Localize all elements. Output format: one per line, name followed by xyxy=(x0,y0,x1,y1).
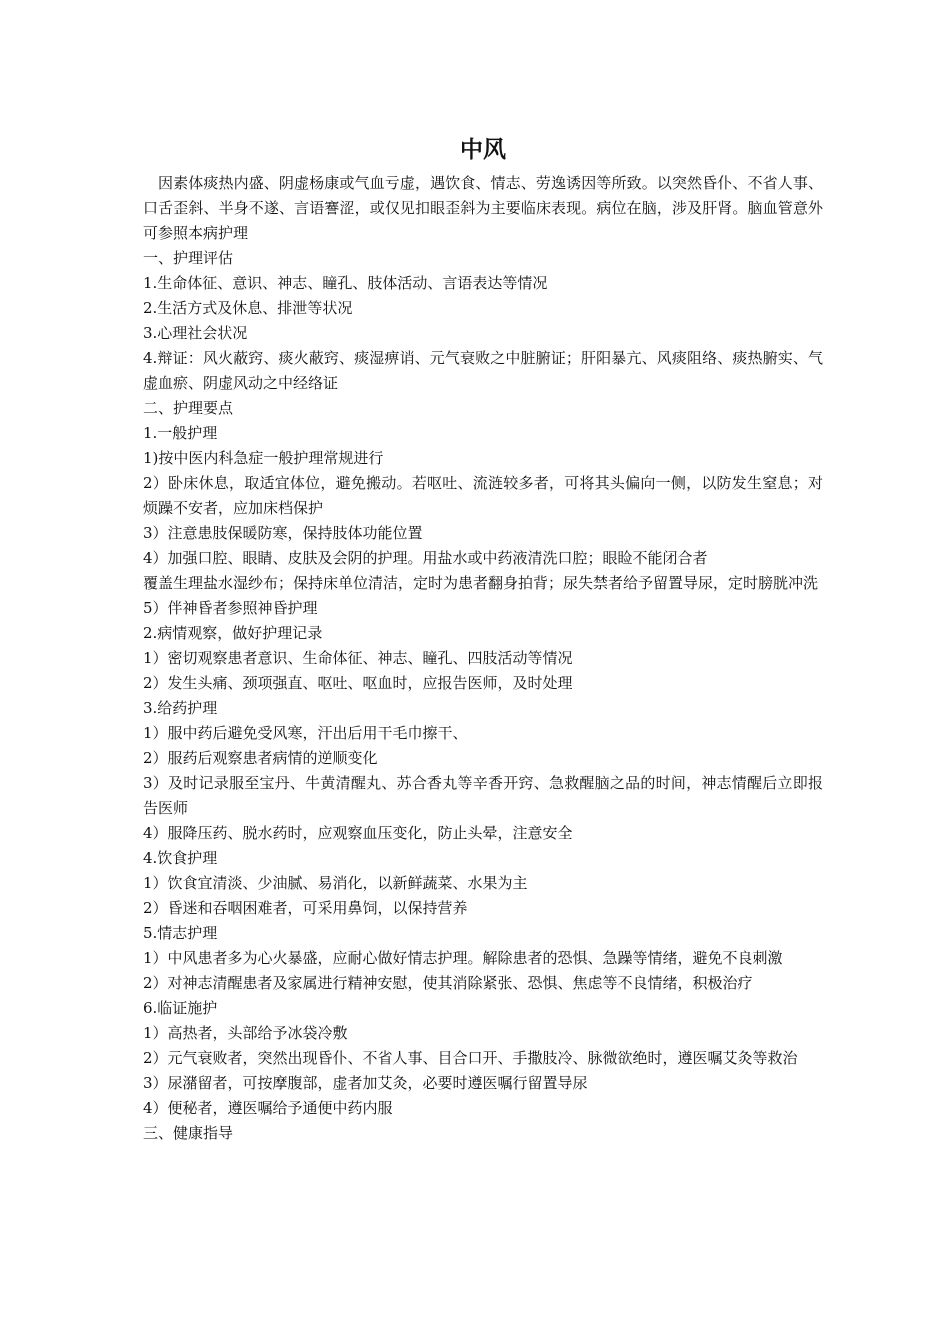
list-item: 1)按中医内科急症一般护理常规进行 xyxy=(143,449,384,467)
list-item: 4）服降压药、脱水药时，应观察血压变化，防止头晕，注意安全 xyxy=(143,824,573,842)
list-item: 1）高热者，头部给予冰袋冷敷 xyxy=(143,1024,348,1042)
document-body xyxy=(143,136,823,1146)
list-item: 2）卧床休息，取适宜体位，避免搬动。若呕吐、流涟较多者，可将其头偏向一侧，以防发生窒息；对烦躁不安者，应加床档保护 xyxy=(143,474,823,517)
subsection-heading: 4.饮食护理 xyxy=(143,849,218,867)
list-item: 1）饮食宜清淡、少油腻、易消化，以新鲜蔬菜、水果为主 xyxy=(143,874,528,892)
section-heading-health-guidance: 三、健康指导 xyxy=(143,1124,234,1142)
list-item: 2）对神志清醒患者及家属进行精神安慰，使其消除紧张、恐惧、焦虑等不良情绪，积极治疗 xyxy=(143,974,753,992)
subsection-heading: 2.病情观察，做好护理记录 xyxy=(143,624,323,642)
list-item: 1）密切观察患者意识、生命体征、神志、瞳孔、四肢活动等情况 xyxy=(143,649,573,667)
section-heading-nursing-points: 二、护理要点 xyxy=(143,399,234,417)
list-item: 5）伴神昏者参照神昏护理 xyxy=(143,599,318,617)
list-item: 2）发生头痛、颈项强直、呕吐、呕血时，应报告医师，及时处理 xyxy=(143,674,573,692)
list-item: 3）尿潴留者，可按摩腹部，虚者加艾灸，必要时遵医嘱行留置导尿 xyxy=(143,1074,588,1092)
list-item: 3.心理社会状况 xyxy=(143,324,248,342)
list-item: 1）中风患者多为心火暴盛，应耐心做好情志护理。解除患者的恐惧、急躁等情绪，避免不良刺激 xyxy=(143,949,783,967)
list-item: 3）注意患肢保暖防寒，保持肢体功能位置 xyxy=(143,524,423,542)
subsection-heading: 1.一般护理 xyxy=(143,424,218,442)
subsection-heading: 5.情志护理 xyxy=(143,924,218,942)
section-heading-assessment: 一、护理评估 xyxy=(143,249,234,267)
list-item: 4）便秘者，遵医嘱给予通便中药内服 xyxy=(143,1099,393,1117)
list-item: 1.生命体征、意识、神志、瞳孔、肢体活动、言语表达等情况 xyxy=(143,274,548,292)
document-title: 中风 xyxy=(460,137,506,163)
list-item: 3）及时记录服至宝丹、牛黄清醒丸、苏合香丸等辛香开窍、急救醒脑之品的时间，神志情醒后立即报告医师 xyxy=(143,774,823,817)
list-item: 2）服药后观察患者病情的逆顺变化 xyxy=(143,749,378,767)
list-item: 2）昏迷和吞咽困难者，可采用鼻饲，以保持营养 xyxy=(143,899,468,917)
list-item: 4）加强口腔、眼睛、皮肤及会阴的护理。用盐水或中药液清洗口腔；眼睑不能闭合者 xyxy=(143,549,708,567)
list-item: 2）元气衰败者，突然出现昏仆、不省人事、目合口开、手撒肢冷、脉微欲绝时，遵医嘱艾灸等救治 xyxy=(143,1049,798,1067)
list-item-continuation: 覆盖生理盐水湿纱布；保持床单位清洁，定时为患者翻身拍背；尿失禁者给予留置导尿，定时膀胱冲洗 xyxy=(143,574,819,592)
list-item: 1）服中药后避免受风寒，汗出后用干毛巾擦干、 xyxy=(143,724,468,742)
list-item: 4.辩证：风火蔽窍、痰火蔽窍、痰湿痹诮、元气衰败之中脏腑证；肝阳暴亢、风痰阻络、痰热腑实、气虚血瘀、阴虚风动之中经络证 xyxy=(143,349,823,392)
subsection-heading: 3.给药护理 xyxy=(143,699,218,717)
list-item: 2.生活方式及休息、排泄等状况 xyxy=(143,299,353,317)
subsection-heading: 6.临证施护 xyxy=(143,999,218,1017)
intro-paragraph: 因素体痰热内盛、阴虚杨康或气血亏虚，遇饮食、情志、劳逸诱因等所致。以突然昏仆、不省人事、口舌歪斜、半身不遂、言语謇涩，或仅见扣眼歪斜为主要临床表现。病位在脑，涉及肝肾。脑血管意外可参照本病护理 xyxy=(143,174,823,242)
